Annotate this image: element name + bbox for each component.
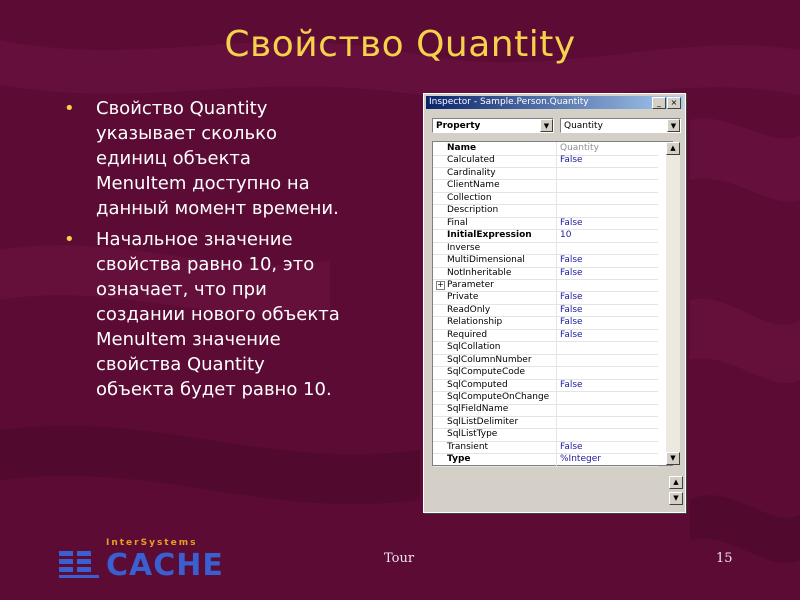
property-type-select[interactable] <box>432 118 554 133</box>
property-value[interactable]: False <box>560 155 583 166</box>
property-name: MultiDimensional <box>447 254 557 267</box>
property-value[interactable] <box>560 403 658 416</box>
chevron-down-icon[interactable]: ▼ <box>667 119 680 132</box>
property-value[interactable] <box>560 391 658 404</box>
slide-title: Свойство Quantity <box>224 24 576 65</box>
property-name: Required <box>447 329 557 342</box>
property-value[interactable] <box>560 416 658 429</box>
property-value[interactable] <box>560 192 658 205</box>
property-value[interactable]: False <box>560 217 583 228</box>
expand-icon[interactable]: + <box>437 279 444 289</box>
property-value[interactable]: False <box>560 267 583 278</box>
bullet-dot-icon: • <box>64 229 75 250</box>
property-name: SqlListDelimiter <box>447 416 557 429</box>
property-value[interactable] <box>560 242 658 255</box>
property-value[interactable]: 10 <box>560 230 572 241</box>
intersystems-logo-text: InterSystems <box>106 538 198 548</box>
property-value[interactable] <box>560 366 658 379</box>
scroll-down-icon[interactable]: ▼ <box>669 492 683 505</box>
scroll-up-icon[interactable]: ▲ <box>666 142 680 155</box>
property-name: ReadOnly <box>447 304 557 317</box>
bullet-text: Начальное значение свойства равно 10, это означает, что при создании нового объекта MenuItem значение свойства Quantity объекта будет равно 10. <box>96 229 340 400</box>
property-grid <box>432 141 676 466</box>
scroll-down-icon[interactable]: ▼ <box>666 452 680 465</box>
member-select-value: Quantity <box>564 121 603 131</box>
property-name: SqlComputed <box>447 379 557 392</box>
property-name: InitialExpression <box>447 229 557 242</box>
property-name: Cardinality <box>447 167 557 180</box>
minimize-icon[interactable]: _ <box>652 97 666 109</box>
grid-scrollbar[interactable] <box>666 142 680 465</box>
property-name: Inverse <box>447 242 557 255</box>
property-value[interactable] <box>560 167 658 180</box>
property-value[interactable]: False <box>560 329 583 340</box>
property-name: SqlFieldName <box>447 403 557 416</box>
property-name: SqlComputeOnChange <box>447 391 557 404</box>
inspector-window <box>423 93 686 513</box>
property-value[interactable]: False <box>560 441 583 452</box>
bullet-list <box>62 96 342 408</box>
property-value[interactable] <box>560 179 658 192</box>
inspector-titlebar[interactable] <box>426 96 683 109</box>
bullet-item <box>62 96 342 221</box>
property-value[interactable]: False <box>560 304 583 315</box>
property-value[interactable]: Quantity <box>560 143 599 153</box>
property-name: Relationship <box>447 316 557 329</box>
property-name: SqlListType <box>447 428 557 441</box>
bullet-dot-icon: • <box>64 98 75 119</box>
property-name: Parameter <box>447 279 557 292</box>
property-name: Description <box>447 204 557 217</box>
footer-label: Tour <box>384 551 415 566</box>
inspector-title: Inspector - Sample.Person.Quantity <box>429 97 589 107</box>
property-name: SqlComputeCode <box>447 366 557 379</box>
property-name: SqlColumnNumber <box>447 354 557 367</box>
property-type-value: Property <box>436 121 481 131</box>
property-value[interactable]: False <box>560 317 583 328</box>
property-value[interactable] <box>560 279 658 292</box>
property-name: SqlCollation <box>447 341 557 354</box>
cache-logo-icon <box>57 549 101 579</box>
cache-logo-text: CACHE <box>106 548 224 583</box>
property-value[interactable] <box>560 204 658 217</box>
property-name: Type <box>447 453 557 466</box>
property-name: ClientName <box>447 179 557 192</box>
property-name: Private <box>447 291 557 304</box>
chevron-down-icon[interactable]: ▼ <box>540 119 553 132</box>
property-row[interactable] <box>433 453 658 467</box>
member-select[interactable] <box>560 118 681 133</box>
close-icon[interactable]: × <box>667 97 681 109</box>
property-value[interactable] <box>560 428 658 441</box>
property-value[interactable] <box>560 341 658 354</box>
property-value[interactable] <box>560 354 658 367</box>
property-name: Transient <box>447 441 557 454</box>
property-value[interactable]: False <box>560 255 583 266</box>
bullet-item <box>62 227 342 402</box>
property-name: Final <box>447 217 557 230</box>
property-value[interactable]: False <box>560 292 583 303</box>
property-name: Collection <box>447 192 557 205</box>
scroll-up-icon[interactable]: ▲ <box>669 476 683 489</box>
page-number: 15 <box>716 551 733 566</box>
property-name: Name <box>447 142 557 155</box>
property-name: NotInheritable <box>447 267 557 280</box>
property-name: Calculated <box>447 154 557 167</box>
bullet-text: Свойство Quantity указывает сколько единиц объекта MenuItem доступно на данный момент времени. <box>96 98 339 219</box>
property-value[interactable]: False <box>560 379 583 390</box>
property-value[interactable]: %Integer <box>560 454 601 465</box>
